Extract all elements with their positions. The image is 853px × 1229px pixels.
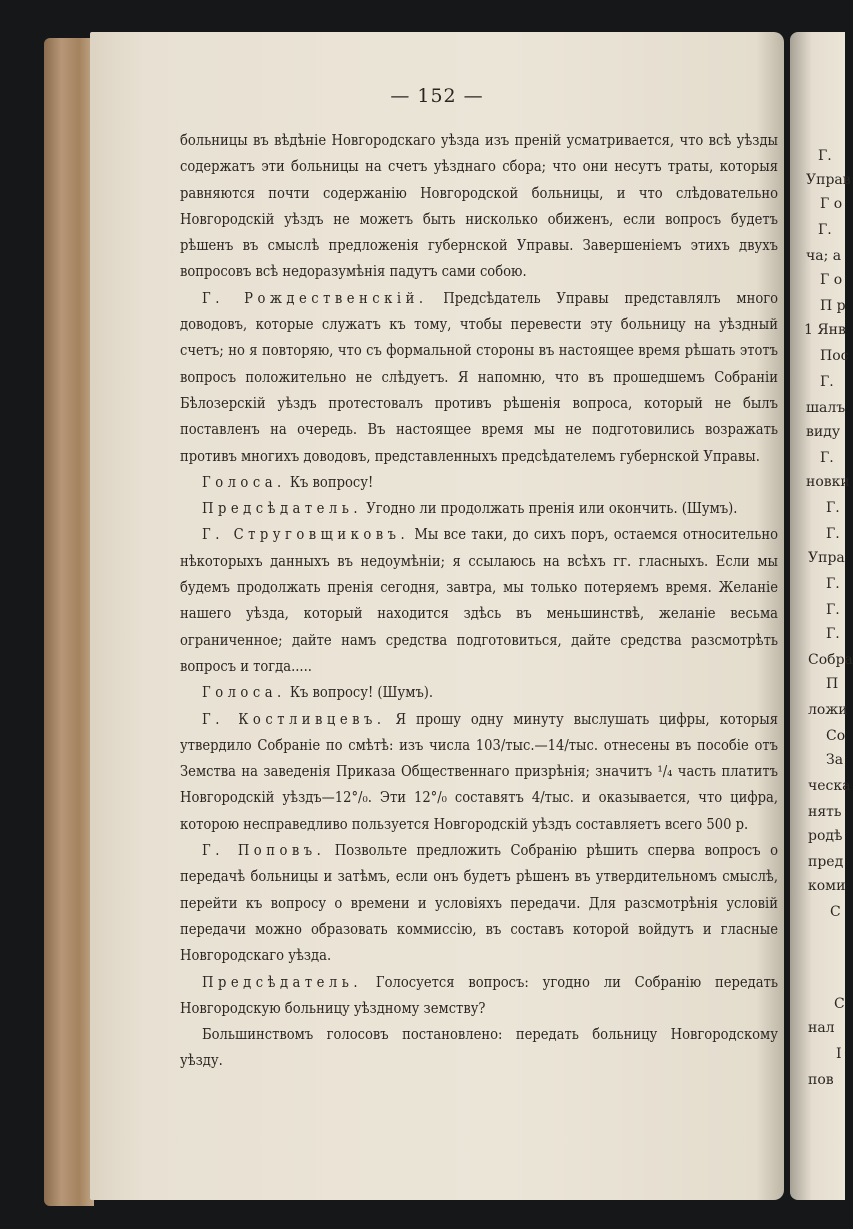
fragment: Г. — [820, 374, 834, 390]
speaker-name: Г. Струговщиковъ. — [202, 526, 410, 544]
fragment: ложи — [808, 702, 848, 718]
fragment: Упра — [808, 550, 845, 566]
book-page-edge — [44, 38, 94, 1206]
fragment: Г. — [826, 576, 840, 592]
paragraph: Г. Костливцевъ. Я прошу одну минуту выслушать цифры, которыя утвердило Собраніе по смѣтѣ: изъ числа 103/тыс.—14/тыс. отнесены въ пособіе отъ Земства на заведенія Приказа Общественнаго призрѣнія; значитъ ¹/₄ часть платитъ Новгородскій уѣздъ—12°/₀. Эти 12°/₀ составятъ 4/тыс. и оказывается, что цифра, которою несправедливо пользуется Новгородскій уѣздъ составляетъ всего 500 р. — [180, 710, 778, 833]
speaker-name: Голоса. — [202, 473, 286, 491]
paragraph: Голоса. Къ вопросу! (Шумъ). — [202, 684, 434, 702]
page-body — [180, 128, 778, 1075]
fragment: новки — [806, 474, 850, 490]
paragraph: Предсѣдатель. Голосуется вопросъ: угодно ли Собранію передать Новгородскую больницу уѣздному земству? — [180, 973, 778, 1017]
paragraph: Большинствомъ голосовъ постановлено: передать больницу Новгородскому уѣзду. — [180, 1026, 778, 1070]
speaker-name: Г. Рождественскій. — [202, 289, 428, 307]
fragment: Г. — [826, 526, 840, 542]
fragment: Г. — [826, 500, 840, 516]
fragment: ческа — [808, 778, 851, 794]
fragment: пред — [808, 854, 844, 870]
speaker-name: Г. Костливцевъ. — [202, 710, 386, 728]
paragraph: Г. Поповъ. Позвольте предложить Собранію рѣшить сперва вопросъ о передачѣ больницы и затѣмъ, если онъ будетъ рѣшенъ въ утвердительномъ смыслѣ, перейти къ вопросу о времени и условіяхъ передачи. Для разсмотрѣнія условій передачи можно образовать коммиссію, въ составъ которой войдутъ и гласные Новгородскаго уѣзда. — [180, 842, 778, 965]
fragment: Г. — [818, 148, 832, 164]
fragment: Г. — [826, 602, 840, 618]
fragment: Пос — [820, 348, 849, 364]
fragment: Г. — [818, 222, 832, 238]
fragment: За — [826, 752, 844, 768]
fragment: нал — [808, 1020, 835, 1036]
fragment: нять — [808, 804, 842, 820]
fragment: родѣ — [808, 828, 843, 844]
speaker-name: Голоса. — [202, 684, 286, 702]
paragraph: Г. Рождественскій. Предсѣдатель Управы представлялъ много доводовъ, которые служатъ къ тому, чтобы перевести эту больницу на уѣздный счетъ; но я повторяю, что съ формальной стороны въ настоящее время рѣшать этотъ вопросъ положительно не слѣдуетъ. Я напомню, что въ прошедшемъ Собраніи Бѣлозерскій уѣздъ протестовалъ противъ рѣшенія вопроса, который не былъ поставленъ на очередь. Въ настоящее время мы не подготовились возражать противъ многихъ доводовъ, представленныхъ предсѣдателемъ губернской Управы. — [180, 289, 779, 465]
fragment: коми — [808, 878, 846, 894]
fragment: Управ — [806, 172, 851, 188]
fragment: Г о — [820, 272, 843, 288]
fragment: шалъ — [806, 400, 846, 416]
speaker-name: Предсѣдатель. — [202, 973, 363, 991]
fragment: I — [836, 1046, 842, 1062]
speaker-name: Г. Поповъ. — [202, 842, 326, 860]
fragment: П — [826, 676, 839, 692]
fragment: пов — [808, 1072, 834, 1088]
paragraph: Г. Струговщиковъ. Мы все таки, до сихъ поръ, остаемся относительно нѣкоторыхъ данныхъ въ недоумѣніи; я ссылаюсь на всѣхъ гг. гласныхъ. Если мы будемъ продолжать пренія сегодня, завтра, мы только потеряемъ время. Желаніе нашего уѣзда, который находится здѣсь въ меньшинствѣ, желаніе весьма ограниченное; дайте намъ средства подготовиться, дайте средства разсмотрѣть вопросъ и тогда..... — [180, 526, 778, 675]
fragment: ча; а — [806, 248, 842, 264]
paragraph: Голоса. Къ вопросу! — [202, 473, 374, 491]
fragment: С — [830, 904, 841, 920]
fragment: Г. — [826, 626, 840, 642]
fragment: 1 Янв — [804, 322, 846, 338]
fragment: виду — [806, 424, 841, 440]
fragment: С — [834, 996, 845, 1012]
page-number: — 152 — — [390, 85, 484, 107]
speaker-name: Предсѣдатель. — [202, 500, 363, 518]
fragment: Г. — [820, 450, 834, 466]
fragment: Г о — [820, 196, 843, 212]
fragment: Собра — [808, 652, 853, 668]
fragment: Со — [826, 728, 846, 744]
fragment: П р — [820, 298, 846, 314]
paragraph: больницы въ вѣдѣніе Новгородскаго уѣзда изъ преній усматривается, что всѣ уѣзды содержатъ эти больницы на счетъ уѣзднаго сбора; что они несутъ траты, которыя равняются почти содержанію Новгородской больницы, и что слѣдовательно Новгородскій уѣздъ не можетъ быть нисколько обиженъ, если вопросъ будетъ рѣшенъ въ смыслѣ предложенія губернской Управы. Завершеніемъ этихъ двухъ вопросовъ всѣ недоразумѣнія падутъ сами собою. — [180, 132, 778, 281]
paragraph: Предсѣдатель. Угодно ли продолжать пренія или окончить. (Шумъ). — [202, 500, 738, 518]
